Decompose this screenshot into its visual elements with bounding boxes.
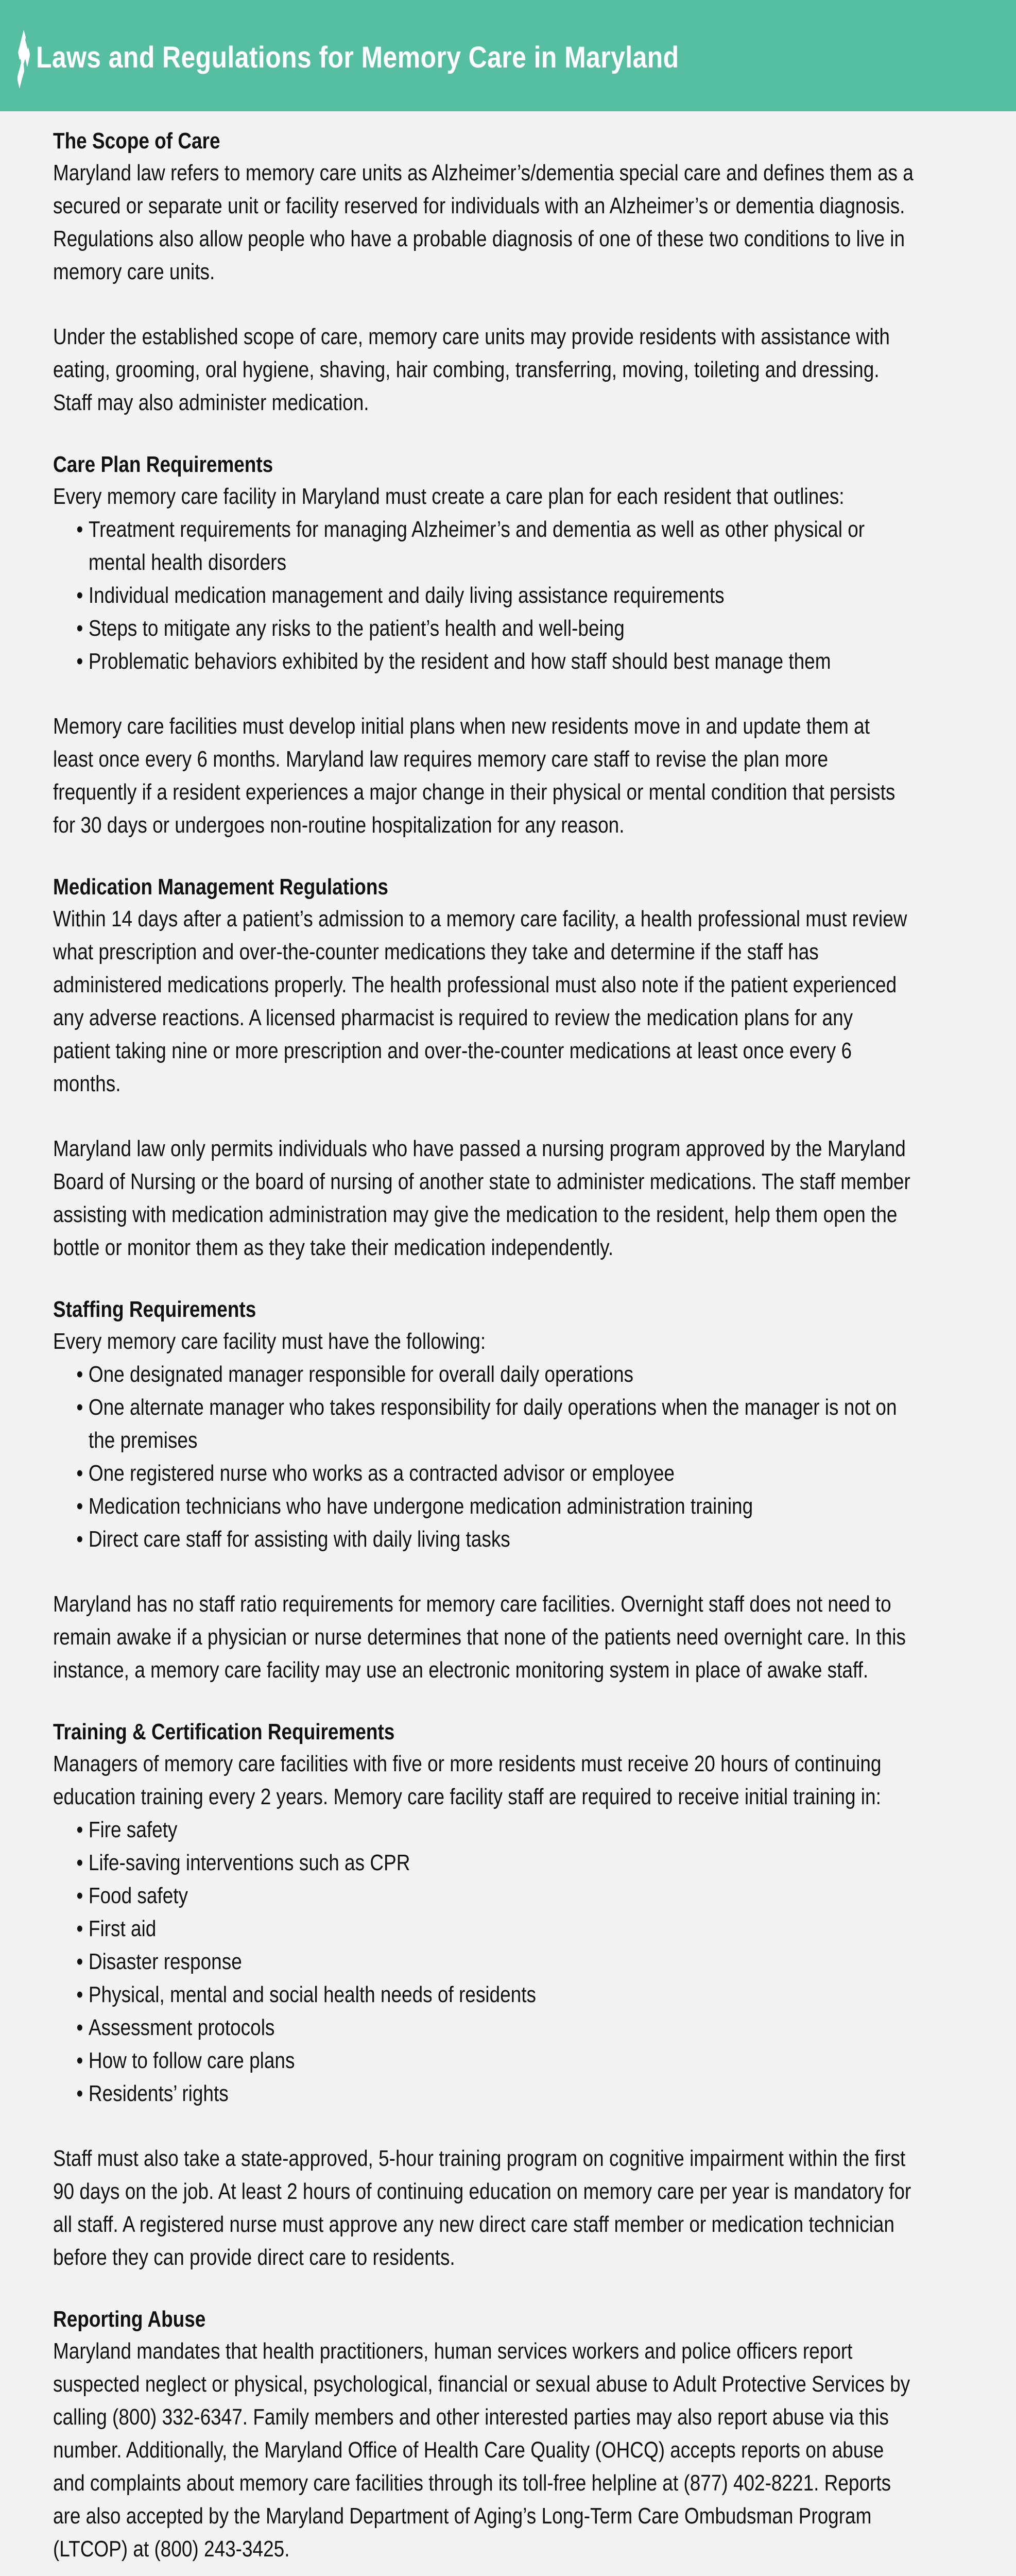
paragraph: Under the established scope of care, memory care units may provide residents with assistance with eating, grooming, oral hygiene, shaving, hair combing, transferring, moving, toileting and dressing. Staff may also administer medication. [53, 324, 890, 415]
list-item: • First aid [76, 1912, 914, 1945]
paragraph: Memory care facilities must develop initial plans when new residents move in and update them at least once every 6 months. Maryland law requires memory care staff to revise the plan more frequently if a resident experiences a major change in their physical or mental condition that persists for 30 days or undergoes non-routine hospitalization for any reason. [53, 714, 896, 838]
paragraph: Maryland mandates that health practitioners, human services workers and police officers report suspected neglect or physical, psychological, financial or sexual abuse to Adult Protective Services by calling (800) 332-6347. Family members and other interested parties may also report abuse via this number. Additionally, the Maryland Office of Health Care Quality (OHCQ) accepts reports on abuse and complaints about memory care facilities through its toll-free helpline at (877) 402-8221. Reports are also accepted by the Maryland Department of Aging’s Long-Term Care Ombudsman Program (LTCOP) at (800) 243-3425. [53, 2338, 910, 2562]
paragraph: Every memory care facility must have the following: [53, 1329, 486, 1354]
section-care-plan [53, 449, 914, 842]
section-heading: The Scope of Care [53, 128, 220, 154]
list-item: • One registered nurse who works as a contracted advisor or employee [76, 1457, 914, 1490]
paragraph: Every memory care facility in Maryland must create a care plan for each resident that outlines: [53, 484, 845, 509]
list-item: • Medication technicians who have undergone medication administration training [76, 1490, 914, 1523]
section-scope-of-care [53, 126, 914, 419]
section-heading: Medication Management Regulations [53, 874, 388, 900]
list-item: • Food safety [76, 1879, 914, 1912]
list-item: • Disaster response [76, 1945, 914, 1978]
paragraph: Managers of memory care facilities with five or more residents must receive 20 hours of continuing education training every 2 years. Memory care facility staff are required to receive initial training in: [53, 1751, 882, 1809]
list-item: • Treatment requirements for managing Alzheimer’s and dementia as well as other physical or mental health disorders [76, 513, 914, 579]
list-item: • Fire safety [76, 1814, 914, 1846]
list-item: • Individual medication management and daily living assistance requirements [76, 579, 914, 612]
bullet-list [53, 1814, 914, 2110]
list-item: • Assessment protocols [76, 2011, 914, 2044]
section-heading: Staffing Requirements [53, 1297, 256, 1322]
section-medication-management [53, 872, 914, 1264]
page-title: Laws and Regulations for Memory Care in Maryland [36, 41, 679, 74]
list-item: • Direct care staff for assisting with daily living tasks [76, 1523, 914, 1556]
paragraph: Maryland law only permits individuals who have passed a nursing program approved by the Maryland Board of Nursing or the board of nursing of another state to administer medications. The staff member assisting with medication administration may give the medication to the resident, help them open the bottle or monitor them as they take their medication independently. [53, 1136, 910, 1260]
bullet-list [53, 1358, 914, 1556]
list-item: • One designated manager responsible for overall daily operations [76, 1358, 914, 1391]
section-heading: Care Plan Requirements [53, 452, 273, 477]
section-reporting-abuse [53, 2304, 914, 2566]
list-item: • Problematic behaviors exhibited by the resident and how staff should best manage them [76, 645, 914, 678]
list-item: • Residents’ rights [76, 2077, 914, 2110]
section-heading: Training & Certification Requirements [53, 1719, 395, 1744]
article-body [53, 126, 914, 2576]
section-heading: Reporting Abuse [53, 2307, 206, 2332]
list-item: • How to follow care plans [76, 2044, 914, 2077]
gavel-icon [13, 29, 32, 91]
section-staffing [53, 1294, 914, 1687]
section-training-certification [53, 1717, 914, 2274]
list-item: • One alternate manager who takes responsibility for daily operations when the manager is not on the premises [76, 1391, 914, 1457]
page-header [0, 0, 1016, 111]
paragraph: Staff must also take a state-approved, 5-hour training program on cognitive impairment within the first 90 days on the job. At least 2 hours of continuing education on memory care per year is mandatory for all staff. A registered nurse must approve any new direct care staff member or medication technician before they can provide direct care to residents. [53, 2146, 911, 2270]
list-item: • Life-saving interventions such as CPR [76, 1846, 914, 1879]
paragraph: Within 14 days after a patient’s admission to a memory care facility, a health professional must review what prescription and over-the-counter medications they take and determine if the staff has administered medications properly. The health professional must also note if the patient experienced any adverse reactions. A licensed pharmacist is required to review the medication plans for any patient taking nine or more prescription and over-the-counter medications at least once every 6 months. [53, 906, 907, 1096]
paragraph: Maryland law refers to memory care units as Alzheimer’s/dementia special care and defines them as a secured or separate unit or facility reserved for individuals with an Alzheimer’s or dementia diagnosis. Regulations also allow people who have a probable diagnosis of one of these two conditions to live in memory care units. [53, 160, 914, 284]
list-item: • Physical, mental and social health needs of residents [76, 1978, 914, 2011]
paragraph: Maryland has no staff ratio requirements for memory care facilities. Overnight staff does not need to remain awake if a physician or nurse determines that none of the patients need overnight care. In this instance, a memory care facility may use an electronic monitoring system in place of awake staff. [53, 1591, 906, 1683]
bullet-list [53, 513, 914, 678]
list-item: • Steps to mitigate any risks to the patient’s health and well-being [76, 612, 914, 645]
